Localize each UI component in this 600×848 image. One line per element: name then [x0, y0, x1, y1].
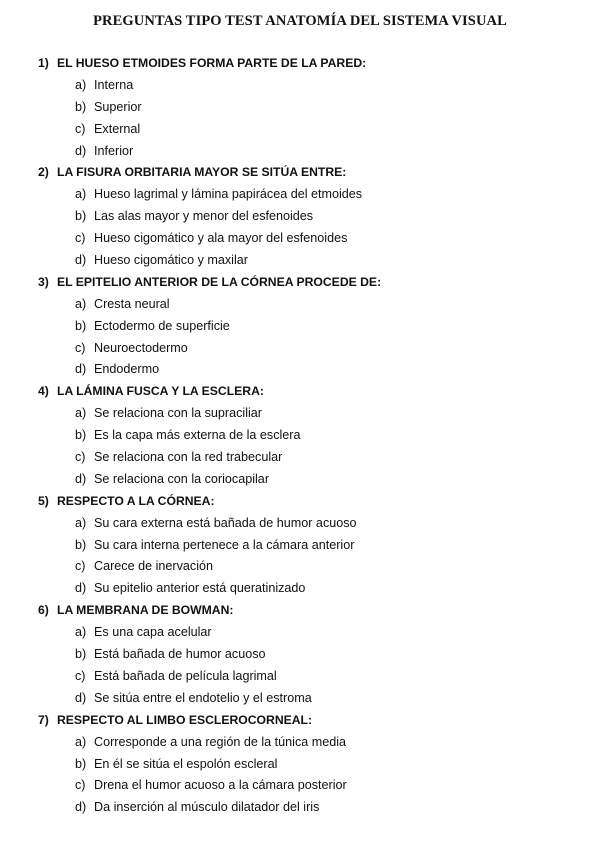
question-number: 2)	[38, 165, 49, 180]
question-3	[38, 272, 578, 381]
option-letter: b)	[75, 318, 87, 333]
option-list	[38, 75, 578, 163]
option-text: Hueso cigomático y maxilar	[94, 253, 248, 268]
option-letter: a)	[75, 734, 87, 749]
question-label: LA LÁMINA FUSCA Y LA ESCLERA:	[57, 384, 264, 399]
question-text	[38, 381, 578, 403]
option-letter: a)	[75, 77, 87, 92]
question-text	[38, 272, 578, 294]
option-letter: a)	[75, 296, 87, 311]
option-b	[38, 97, 578, 119]
option-b	[38, 425, 578, 447]
question-number: 3)	[38, 274, 49, 289]
option-a	[38, 294, 578, 316]
option-a	[38, 403, 578, 425]
option-letter: c)	[75, 778, 86, 793]
option-letter: c)	[75, 450, 86, 465]
option-letter: d)	[75, 690, 87, 705]
question-number: 4)	[38, 384, 49, 399]
question-text	[38, 491, 578, 513]
question-number: 1)	[38, 56, 49, 70]
option-letter: b)	[75, 647, 87, 662]
question-5	[38, 491, 578, 600]
option-c	[38, 228, 578, 250]
option-letter: b)	[75, 99, 87, 114]
option-letter: d)	[75, 362, 87, 377]
question-text	[38, 53, 578, 75]
option-text: Se relaciona con la coriocapilar	[94, 471, 270, 486]
option-letter: b)	[75, 209, 87, 224]
option-text: Se relaciona con la supraciliar	[94, 406, 263, 421]
question-text	[38, 600, 578, 622]
option-text: Está bañada de humor acuoso	[94, 647, 266, 662]
question-2	[38, 162, 578, 271]
option-text: Es la capa más externa de la esclera	[94, 428, 301, 443]
option-b	[38, 316, 578, 338]
option-text: Está bañada de película lagrimal	[94, 668, 277, 683]
option-text: Drena el humor acuoso a la cámara posterior	[94, 778, 347, 793]
option-c	[38, 119, 578, 141]
question-label: LA FISURA ORBITARIA MAYOR SE SITÚA ENTRE:	[57, 165, 347, 180]
option-letter: c)	[75, 231, 86, 246]
option-a	[38, 732, 578, 754]
option-b	[38, 206, 578, 228]
option-text: Carece de inervación	[94, 559, 214, 574]
option-text: Ectodermo de superficie	[94, 318, 230, 333]
question-label: EL HUESO ETMOIDES FORMA PARTE DE LA PARED:	[57, 56, 367, 70]
option-a	[38, 75, 578, 97]
option-letter: c)	[75, 340, 86, 355]
question-number: 6)	[38, 603, 49, 618]
option-text: Su cara externa está bañada de humor acuoso	[94, 515, 357, 530]
option-letter: a)	[75, 187, 87, 202]
option-letter: c)	[75, 668, 86, 683]
option-d	[38, 469, 578, 491]
option-text: Da inserción al músculo dilatador del iris	[94, 800, 320, 815]
option-c	[38, 775, 578, 797]
question-4	[38, 381, 578, 490]
option-text: Superior	[94, 99, 142, 114]
question-number: 5)	[38, 493, 49, 508]
option-c	[38, 447, 578, 469]
option-letter: b)	[75, 428, 87, 443]
option-text: Hueso cigomático y ala mayor del esfenoides	[94, 231, 348, 246]
option-a	[38, 622, 578, 644]
option-list	[38, 403, 578, 491]
option-letter: d)	[75, 253, 87, 268]
option-letter: c)	[75, 559, 86, 574]
option-text: External	[94, 121, 141, 136]
question-text	[38, 710, 578, 732]
option-text: Se relaciona con la red trabecular	[94, 450, 283, 465]
option-a	[38, 513, 578, 535]
question-label: RESPECTO AL LIMBO ESCLEROCORNEAL:	[57, 712, 313, 727]
option-text: Se sitúa entre el endotelio y el estroma	[94, 690, 312, 705]
option-d	[38, 359, 578, 381]
option-c	[38, 556, 578, 578]
option-text: Endodermo	[94, 362, 160, 377]
option-letter: d)	[75, 143, 87, 158]
question-list	[38, 53, 578, 819]
question-text	[38, 162, 578, 184]
option-d	[38, 688, 578, 710]
question-1	[38, 53, 578, 162]
option-list	[38, 513, 578, 601]
option-letter: b)	[75, 756, 87, 771]
option-d	[38, 141, 578, 163]
option-list	[38, 622, 578, 710]
option-text: Hueso lagrimal y lámina papirácea del etmoides	[94, 187, 363, 202]
option-letter: d)	[75, 581, 87, 596]
question-number: 7)	[38, 712, 49, 727]
option-list	[38, 732, 578, 820]
option-b	[38, 644, 578, 666]
option-text: Cresta neural	[94, 296, 170, 311]
option-letter: a)	[75, 406, 87, 421]
option-letter: a)	[75, 515, 87, 530]
question-label: EL EPITELIO ANTERIOR DE LA CÓRNEA PROCEDE DE:	[57, 274, 382, 289]
option-b	[38, 754, 578, 776]
option-c	[38, 338, 578, 360]
option-text: Neuroectodermo	[94, 340, 188, 355]
option-text: Su epitelio anterior está queratinizado	[94, 581, 306, 596]
question-7	[38, 710, 578, 819]
option-text: Inferior	[94, 143, 134, 158]
option-c	[38, 666, 578, 688]
option-text: Su cara interna pertenece a la cámara anterior	[94, 537, 355, 552]
option-letter: d)	[75, 800, 87, 815]
option-letter: c)	[75, 121, 86, 136]
option-list	[38, 294, 578, 382]
page-title: PREGUNTAS TIPO TEST ANATOMÍA DEL SISTEMA VISUAL	[93, 13, 507, 29]
option-text: Interna	[94, 77, 134, 92]
question-6	[38, 600, 578, 709]
question-label: RESPECTO A LA CÓRNEA:	[57, 493, 215, 508]
option-letter: d)	[75, 471, 87, 486]
option-a	[38, 184, 578, 206]
option-text: Es una capa acelular	[94, 625, 212, 640]
option-d	[38, 797, 578, 819]
option-list	[38, 184, 578, 272]
option-b	[38, 535, 578, 557]
option-d	[38, 250, 578, 272]
option-letter: b)	[75, 537, 87, 552]
option-text: Las alas mayor y menor del esfenoides	[94, 209, 314, 224]
option-letter: a)	[75, 625, 87, 640]
option-text: En él se sitúa el espolón escleral	[94, 756, 278, 771]
question-label: LA MEMBRANA DE BOWMAN:	[57, 603, 234, 618]
option-d	[38, 578, 578, 600]
option-text: Corresponde a una región de la túnica media	[94, 734, 347, 749]
